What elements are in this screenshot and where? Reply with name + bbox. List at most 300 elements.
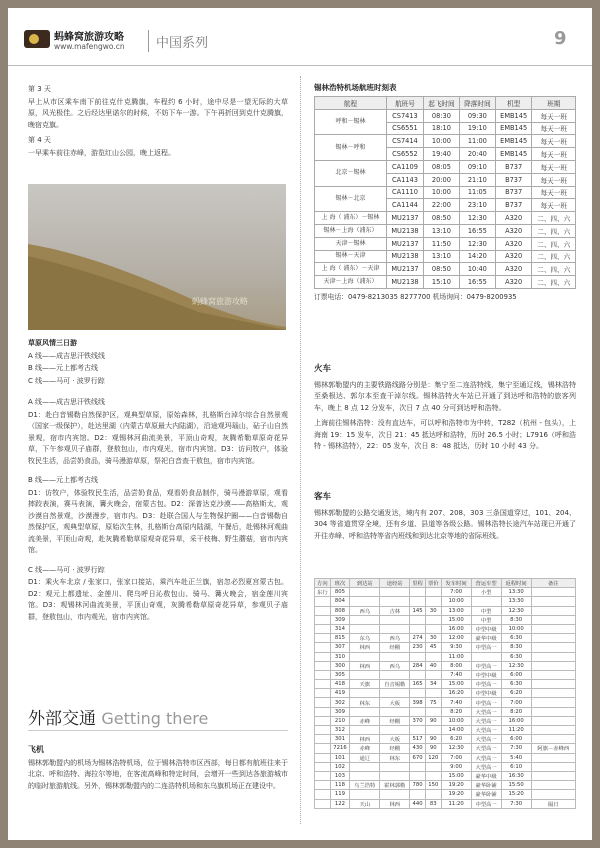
bus-row <box>315 670 576 679</box>
flight-cell: 16:55 <box>459 276 495 289</box>
bus-cell <box>531 615 575 624</box>
brand-name: 蚂蜂窝旅游攻略 <box>54 32 124 43</box>
bus-cell <box>410 726 426 735</box>
brand-url[interactable]: www.mafengwo.cn <box>54 42 125 51</box>
column-divider <box>300 76 301 824</box>
bus-cell <box>315 680 331 689</box>
bus-cell <box>531 661 575 670</box>
flight-cell: 08:50 <box>423 263 459 276</box>
bus-cell: 8:30 <box>501 615 531 624</box>
bus-cell <box>410 588 426 597</box>
flight-cell: 13:10 <box>423 250 459 263</box>
bus-cell <box>315 799 331 808</box>
bus-cell: 东行 <box>315 588 331 597</box>
flight-row <box>315 160 576 173</box>
bus-cell: 302 <box>330 698 350 707</box>
flight-row <box>315 263 576 276</box>
flight-route: 上 海（ 浦东）－锡林 <box>315 212 387 225</box>
bus-cell <box>425 707 441 716</box>
bus-cell: 6:30 <box>501 652 531 661</box>
bus-cell: 中型 <box>471 615 501 624</box>
bus-cell <box>315 698 331 707</box>
bus-cell <box>425 652 441 661</box>
flight-cell: 每天一班 <box>532 135 576 148</box>
bus-cell: 101 <box>330 753 350 762</box>
flight-cell: 11:00 <box>459 135 495 148</box>
bus-cell: 林西 <box>350 643 380 652</box>
bus-cell: 大型高一 <box>471 707 501 716</box>
bus-row <box>315 726 576 735</box>
bus-header-cell: 票价 <box>425 579 441 588</box>
bus-cell <box>315 661 331 670</box>
bus-cell <box>425 670 441 679</box>
bus-cell: 8:20 <box>501 707 531 716</box>
flight-cell: A320 <box>495 212 532 225</box>
day3-text: 早上从市区乘车南下前往克什克腾旗，车程约 6 小时，途中尽是一望无际的大草原，风光极佳。之后经达里诺尔的时候，不妨下车一游。下午再折回到克什克腾旗，晚宿克旗。 <box>28 97 288 129</box>
bus-cell: 吉林 <box>380 606 410 615</box>
heading-rule <box>28 730 288 731</box>
flight-route: 天津－上海（浦东） <box>315 276 387 289</box>
flight-cell: 19:40 <box>423 148 459 161</box>
flight-header-cell: 降落时间 <box>459 97 495 110</box>
bus-cell: 15:20 <box>501 790 531 799</box>
flight-contact: 订票电话：0479-8213035 8277700 机场询问：0479-8200935 <box>314 292 517 301</box>
bus-title: 客车 <box>314 492 332 502</box>
bus-cell <box>315 670 331 679</box>
flight-cell: 08:50 <box>423 212 459 225</box>
bus-row <box>315 799 576 808</box>
bus-cell: 天旗 <box>350 680 380 689</box>
train-title: 火车 <box>314 364 332 374</box>
flight-cell: 23:10 <box>459 199 495 212</box>
header-divider <box>148 30 149 52</box>
bus-cell <box>315 652 331 661</box>
flight-cell: A320 <box>495 237 532 250</box>
bus-cell: 豪华中级 <box>471 634 501 643</box>
bus-cell: 小型 <box>471 588 501 597</box>
flight-cell: EMB145 <box>495 122 532 135</box>
line-a-text: D1：赴白音锡勒自然保护区，观典型草原，原始森林，扎格斯台淖尔综合自然景观（国家一级保护），赴达里湖（内蒙古草原最大内陆湖），沿途观玛瑙山，砧子山自然景观，宿市内宾馆。D2：观锡林河曲流美景，平顶山奇观，灰腾希勒草原奇花异草，下午参观贝子庙群，登敖包山，市内观光，宿市内宾馆。D3：访问牧户，体验牧民生活，品尝奶食品，骑马漫游草原，祭祀白音查干敖包，宿市内宾馆。 <box>28 410 288 465</box>
section-title: 中国系列 <box>156 36 209 51</box>
bus-cell <box>410 771 426 780</box>
flight-timetable <box>314 96 576 289</box>
bus-cell <box>380 762 410 771</box>
flight-cell: 09:10 <box>459 160 495 173</box>
bus-cell: 45 <box>425 643 441 652</box>
itinerary-intro <box>28 84 288 163</box>
flight-cell: CA1110 <box>386 186 423 199</box>
bus-cell <box>350 652 380 661</box>
page-number: 9 <box>554 28 567 49</box>
bus-row <box>315 615 576 624</box>
bus-cell: 阿旗－赤峰西 <box>531 744 575 753</box>
bus-cell: 145 <box>410 606 426 615</box>
bus-cell <box>350 624 380 633</box>
bus-cell <box>350 726 380 735</box>
bus-header-cell: 方向 <box>315 579 331 588</box>
flight-cell: A320 <box>495 250 532 263</box>
bus-cell <box>315 762 331 771</box>
flight-row <box>315 109 576 122</box>
flight-cell: 11:05 <box>459 186 495 199</box>
bus-cell: 林西 <box>350 735 380 744</box>
flight-cell: A320 <box>495 263 532 276</box>
flight-cell: 15:10 <box>423 276 459 289</box>
plane-section <box>28 744 288 796</box>
bus-cell: 大型高一 <box>471 726 501 735</box>
bus-cell: 6:20 <box>441 735 471 744</box>
bus-cell: 6:30 <box>501 634 531 643</box>
bus-cell <box>350 615 380 624</box>
flight-cell: MU2138 <box>386 250 423 263</box>
bus-cell: 乌兰浩特 <box>350 781 380 790</box>
bus-cell: 75 <box>425 698 441 707</box>
flight-row <box>315 186 576 199</box>
bus-cell <box>410 762 426 771</box>
bus-cell <box>531 606 575 615</box>
plane-text: 锡林郭勒盟内的机场为锡林浩特机场，位于锡林浩特市区西部，每日都有航班往来于北京、呼和浩特、海拉尔等地，在客流高峰和特定时间，会增开一些到达各旅游城市的临时旅游航线。另外，锡林郭勒盟内的二连浩特机场和东乌旗机场正在建设中。 <box>28 758 288 790</box>
bus-cell <box>531 762 575 771</box>
flight-cell: 20:00 <box>423 173 459 186</box>
bus-cell <box>315 716 331 725</box>
bus-cell <box>531 735 575 744</box>
bus-cell <box>531 753 575 762</box>
bus-cell: 中型 <box>471 606 501 615</box>
bus-cell: 119 <box>330 790 350 799</box>
grassland-photo <box>28 184 286 330</box>
line-a: A 线——成吉思汗铁线线 <box>28 351 106 360</box>
flight-route: 北京－锡林 <box>315 160 387 186</box>
flight-cell: 二、四、六 <box>532 250 576 263</box>
train-section <box>314 364 576 457</box>
day4-text: 一早乘车前往赤峰，游览红山公园，晚上返程。 <box>28 148 175 157</box>
bus-section <box>314 492 576 546</box>
bus-table-header <box>315 579 576 588</box>
flight-cell: 11:50 <box>423 237 459 250</box>
flight-row <box>315 250 576 263</box>
bus-cell <box>531 680 575 689</box>
flight-cell: B737 <box>495 160 532 173</box>
getting-there-en: Getting there <box>101 709 209 728</box>
bus-cell <box>425 624 441 633</box>
bus-header-cell: 途经站 <box>380 579 410 588</box>
flight-cell: 08:05 <box>423 160 459 173</box>
line-c-title: C 线——马可 · 波罗行踪 <box>28 565 105 574</box>
bus-cell: 419 <box>330 689 350 698</box>
flight-cell: CS6552 <box>386 148 423 161</box>
bus-cell <box>380 707 410 716</box>
bus-cell: 16:30 <box>501 771 531 780</box>
bus-cell <box>531 698 575 707</box>
bus-cell <box>350 670 380 679</box>
flight-cell: 每天一班 <box>532 109 576 122</box>
bus-cell: 8:00 <box>441 661 471 670</box>
bus-cell: 150 <box>425 781 441 790</box>
flight-cell: 10:00 <box>423 135 459 148</box>
flight-cell: 12:30 <box>459 237 495 250</box>
bus-cell <box>380 771 410 780</box>
bus-cell <box>380 689 410 698</box>
bus-cell <box>531 652 575 661</box>
bus-cell: 307 <box>330 643 350 652</box>
flight-cell: 二、四、六 <box>532 212 576 225</box>
bus-cell: 301 <box>330 735 350 744</box>
bus-cell <box>350 597 380 606</box>
train-text-2: 上海前往锡林浩特：没有直达车，可以呼和浩特市为中转，T282（杭州 - 包头），上海南 19：15 发车，次日 21：45 抵达呼和浩特，历时 26.5 小时；L7916（呼和浩特 - 锡林浩特），22：05 发车，次日 8：48 抵达，历时 10 小时 43 分。 <box>314 419 576 450</box>
getting-there-cn: 外部交通 <box>28 709 96 729</box>
bus-cell: 西乌 <box>350 606 380 615</box>
bus-cell: 309 <box>330 707 350 716</box>
bus-header-cell: 营运车型 <box>471 579 501 588</box>
bus-cell: 310 <box>330 652 350 661</box>
bus-cell: 15:00 <box>441 771 471 780</box>
bus-row <box>315 716 576 725</box>
bus-cell: 11:20 <box>501 726 531 735</box>
line-c-text: D1：乘火车北京 / 张家口，张家口接站，乘汽车赴正兰旗，宿忽必烈夏宫蒙古包。D2：观元上都遗址、金莲川、爬乌呼日沁敖包山、骑马、篝火晚会，宿金莲川宾馆。D3：观锡林河曲流美景，平顶山奇观，灰腾希勒草原奇花异草，参观贝子庙群，登敖包山，市内观光，宿市内宾馆。 <box>28 578 288 621</box>
flight-header-cell: 机型 <box>495 97 532 110</box>
bus-cell: 西乌 <box>380 634 410 643</box>
flight-cell: 二、四、六 <box>532 276 576 289</box>
bus-cell: 312 <box>330 726 350 735</box>
flight-section <box>314 82 576 303</box>
bus-cell: 赤峰 <box>350 744 380 753</box>
bus-cell: 大型高一 <box>471 762 501 771</box>
bus-cell <box>350 707 380 716</box>
bus-row <box>315 643 576 652</box>
bus-cell: 林西 <box>380 799 410 808</box>
bus-cell <box>425 762 441 771</box>
grassland-hill-image <box>28 184 286 330</box>
routes-title: 草原风情三日游 <box>28 339 77 347</box>
bus-cell: 经棚 <box>380 744 410 753</box>
bus-cell: 808 <box>330 606 350 615</box>
bus-cell <box>410 615 426 624</box>
bus-cell: 15:00 <box>441 680 471 689</box>
bus-cell: 大型高一 <box>471 735 501 744</box>
bus-cell <box>531 771 575 780</box>
flight-cell: 09:30 <box>459 109 495 122</box>
bus-row <box>315 680 576 689</box>
bus-cell <box>380 624 410 633</box>
bus-cell: 300 <box>330 661 350 670</box>
bus-cell: 90 <box>425 735 441 744</box>
bus-cell <box>315 753 331 762</box>
flight-cell: 二、四、六 <box>532 224 576 237</box>
bus-row <box>315 771 576 780</box>
flight-cell: 12:30 <box>459 212 495 225</box>
bus-row <box>315 661 576 670</box>
bus-cell: 7:40 <box>441 698 471 707</box>
flight-cell: 10:40 <box>459 263 495 276</box>
bus-cell: 102 <box>330 762 350 771</box>
bus-cell <box>531 781 575 790</box>
bus-cell: 670 <box>410 753 426 762</box>
bus-cell: 经棚 <box>380 716 410 725</box>
flight-cell: MU2137 <box>386 263 423 276</box>
bus-cell <box>410 652 426 661</box>
flight-route: 锡林－北京 <box>315 186 387 212</box>
flight-cell: 18:10 <box>423 122 459 135</box>
bus-cell: 天山 <box>350 799 380 808</box>
bus-row <box>315 652 576 661</box>
bus-cell <box>531 597 575 606</box>
flight-cell: 二、四、六 <box>532 237 576 250</box>
bus-cell: 7:30 <box>501 744 531 753</box>
bus-cell: 豪华中级 <box>471 771 501 780</box>
bus-cell: 12:30 <box>501 661 531 670</box>
bus-cell: 中型中级 <box>471 689 501 698</box>
bus-row <box>315 698 576 707</box>
bus-cell: 90 <box>425 716 441 725</box>
bus-row <box>315 588 576 597</box>
bus-header-cell: 备注 <box>531 579 575 588</box>
bus-cell: 7216 <box>330 744 350 753</box>
bus-header-cell: 返程时间 <box>501 579 531 588</box>
bus-cell: 122 <box>330 799 350 808</box>
bus-cell: 780 <box>410 781 426 790</box>
bus-cell <box>380 670 410 679</box>
bus-cell <box>531 689 575 698</box>
bus-cell: 豪华卧铺 <box>471 790 501 799</box>
bus-cell: 13:30 <box>501 588 531 597</box>
flight-cell: 每天一班 <box>532 186 576 199</box>
bus-cell <box>315 735 331 744</box>
bus-cell: 815 <box>330 634 350 643</box>
bus-cell <box>471 597 501 606</box>
bus-cell: 大型高一 <box>471 716 501 725</box>
bus-cell: 805 <box>330 588 350 597</box>
flight-cell: CS7414 <box>386 135 423 148</box>
bus-cell: 中型高一 <box>471 680 501 689</box>
bus-row <box>315 606 576 615</box>
bus-cell: 经棚 <box>380 643 410 652</box>
photo-watermark: 蚂蜂窝旅游攻略 <box>192 297 248 306</box>
flight-cell: 22:00 <box>423 199 459 212</box>
bus-cell <box>471 652 501 661</box>
bus-cell <box>315 634 331 643</box>
bus-cell <box>531 707 575 716</box>
bus-cell: 赤峰 <box>350 716 380 725</box>
bus-cell <box>410 670 426 679</box>
getting-there-heading <box>28 704 208 729</box>
bus-cell: 30 <box>425 606 441 615</box>
bus-cell: 19:20 <box>441 781 471 790</box>
bus-cell: 通辽 <box>350 753 380 762</box>
bus-cell <box>315 606 331 615</box>
bus-cell: 120 <box>425 753 441 762</box>
plane-title: 飞机 <box>28 745 44 754</box>
bus-row <box>315 707 576 716</box>
bus-row <box>315 735 576 744</box>
bus-cell: 14:00 <box>441 726 471 735</box>
bus-cell: 8:30 <box>501 643 531 652</box>
flight-cell: 10:00 <box>423 186 459 199</box>
bus-cell: 6:20 <box>501 689 531 698</box>
flight-route: 锡林－呼和 <box>315 135 387 161</box>
bus-cell <box>531 643 575 652</box>
flight-cell: B737 <box>495 186 532 199</box>
bus-cell: 豪华卧铺 <box>471 781 501 790</box>
bus-cell <box>410 597 426 606</box>
bus-cell: 6:00 <box>501 735 531 744</box>
flight-cell: 21:10 <box>459 173 495 186</box>
bus-cell: 林西 <box>350 661 380 670</box>
flight-cell: 每天一班 <box>532 148 576 161</box>
flight-cell: EMB145 <box>495 148 532 161</box>
flight-row <box>315 276 576 289</box>
bus-cell: 440 <box>410 799 426 808</box>
bus-cell: 隔日 <box>531 799 575 808</box>
bus-cell <box>315 615 331 624</box>
bus-cell: 30 <box>425 634 441 643</box>
bus-cell: 6:30 <box>501 680 531 689</box>
bus-row <box>315 753 576 762</box>
bus-row <box>315 790 576 799</box>
bus-cell: 6:10 <box>501 762 531 771</box>
bus-cell <box>380 652 410 661</box>
flight-cell: A320 <box>495 276 532 289</box>
bus-cell <box>315 707 331 716</box>
flight-cell: 每天一班 <box>532 173 576 186</box>
bus-cell: 19:20 <box>441 790 471 799</box>
bus-cell <box>315 726 331 735</box>
flight-route: 锡林－上海（浦东） <box>315 224 387 237</box>
bus-cell <box>315 790 331 799</box>
bus-cell <box>425 726 441 735</box>
flight-cell: MU2138 <box>386 276 423 289</box>
bus-cell <box>350 689 380 698</box>
flight-cell: CA1144 <box>386 199 423 212</box>
line-b-text: D1：访牧户，体验牧民生活，品尝奶食品，观看奶食品制作，骑马漫游草原，观看摔跤表演，赛马表演，篝火晚会，宿蒙古包。D2：深普达克沙漠——高格斯太，观沙漠自然景观，沙漠漫步，宿市内。D3：赴联合国人与生物保护圈——白音锡勒自然保护区，观典型草原，原始次生林，扎格斯台高原内陆湖，午餐后，赴锡林河观曲流美景，平顶山奇观，赴灰腾希勒草原观奇花异草，采干枝梅、野生蘑菇，宿市内宾馆。 <box>28 488 288 554</box>
bus-row <box>315 634 576 643</box>
bus-header-cell: 到达站 <box>350 579 380 588</box>
bus-row <box>315 762 576 771</box>
flight-header-cell: 班期 <box>532 97 576 110</box>
bus-row <box>315 744 576 753</box>
line-a-title: A 线——成吉思汗铁线线 <box>28 398 106 406</box>
bus-cell: 15:50 <box>501 781 531 790</box>
bus-cell: 霍林郭勒 <box>380 781 410 790</box>
bus-cell: 中型高一 <box>471 643 501 652</box>
bus-cell <box>350 588 380 597</box>
bus-cell: 10:00 <box>501 624 531 633</box>
bus-cell <box>410 790 426 799</box>
mafengwo-logo-icon <box>24 30 50 48</box>
flight-route: 呼和－锡林 <box>315 109 387 135</box>
flight-cell: 16:55 <box>459 224 495 237</box>
bus-cell: 305 <box>330 670 350 679</box>
bus-cell: 10:00 <box>441 597 471 606</box>
bus-timetable <box>314 578 576 809</box>
flight-route: 锡林－天津 <box>315 250 387 263</box>
bus-cell <box>531 790 575 799</box>
flight-cell: 19:10 <box>459 122 495 135</box>
bus-cell <box>380 615 410 624</box>
bus-cell: 中型高一 <box>471 799 501 808</box>
flight-row <box>315 224 576 237</box>
bus-cell <box>531 716 575 725</box>
bus-cell: 7:40 <box>441 670 471 679</box>
flight-cell: MU2137 <box>386 212 423 225</box>
bus-cell <box>410 689 426 698</box>
flight-cell: EMB145 <box>495 109 532 122</box>
flight-cell: A320 <box>495 224 532 237</box>
flight-cell: CS6551 <box>386 122 423 135</box>
flight-cell: CA1143 <box>386 173 423 186</box>
bus-cell <box>410 707 426 716</box>
flight-route: 天津－锡林 <box>315 237 387 250</box>
flight-cell: CA1109 <box>386 160 423 173</box>
